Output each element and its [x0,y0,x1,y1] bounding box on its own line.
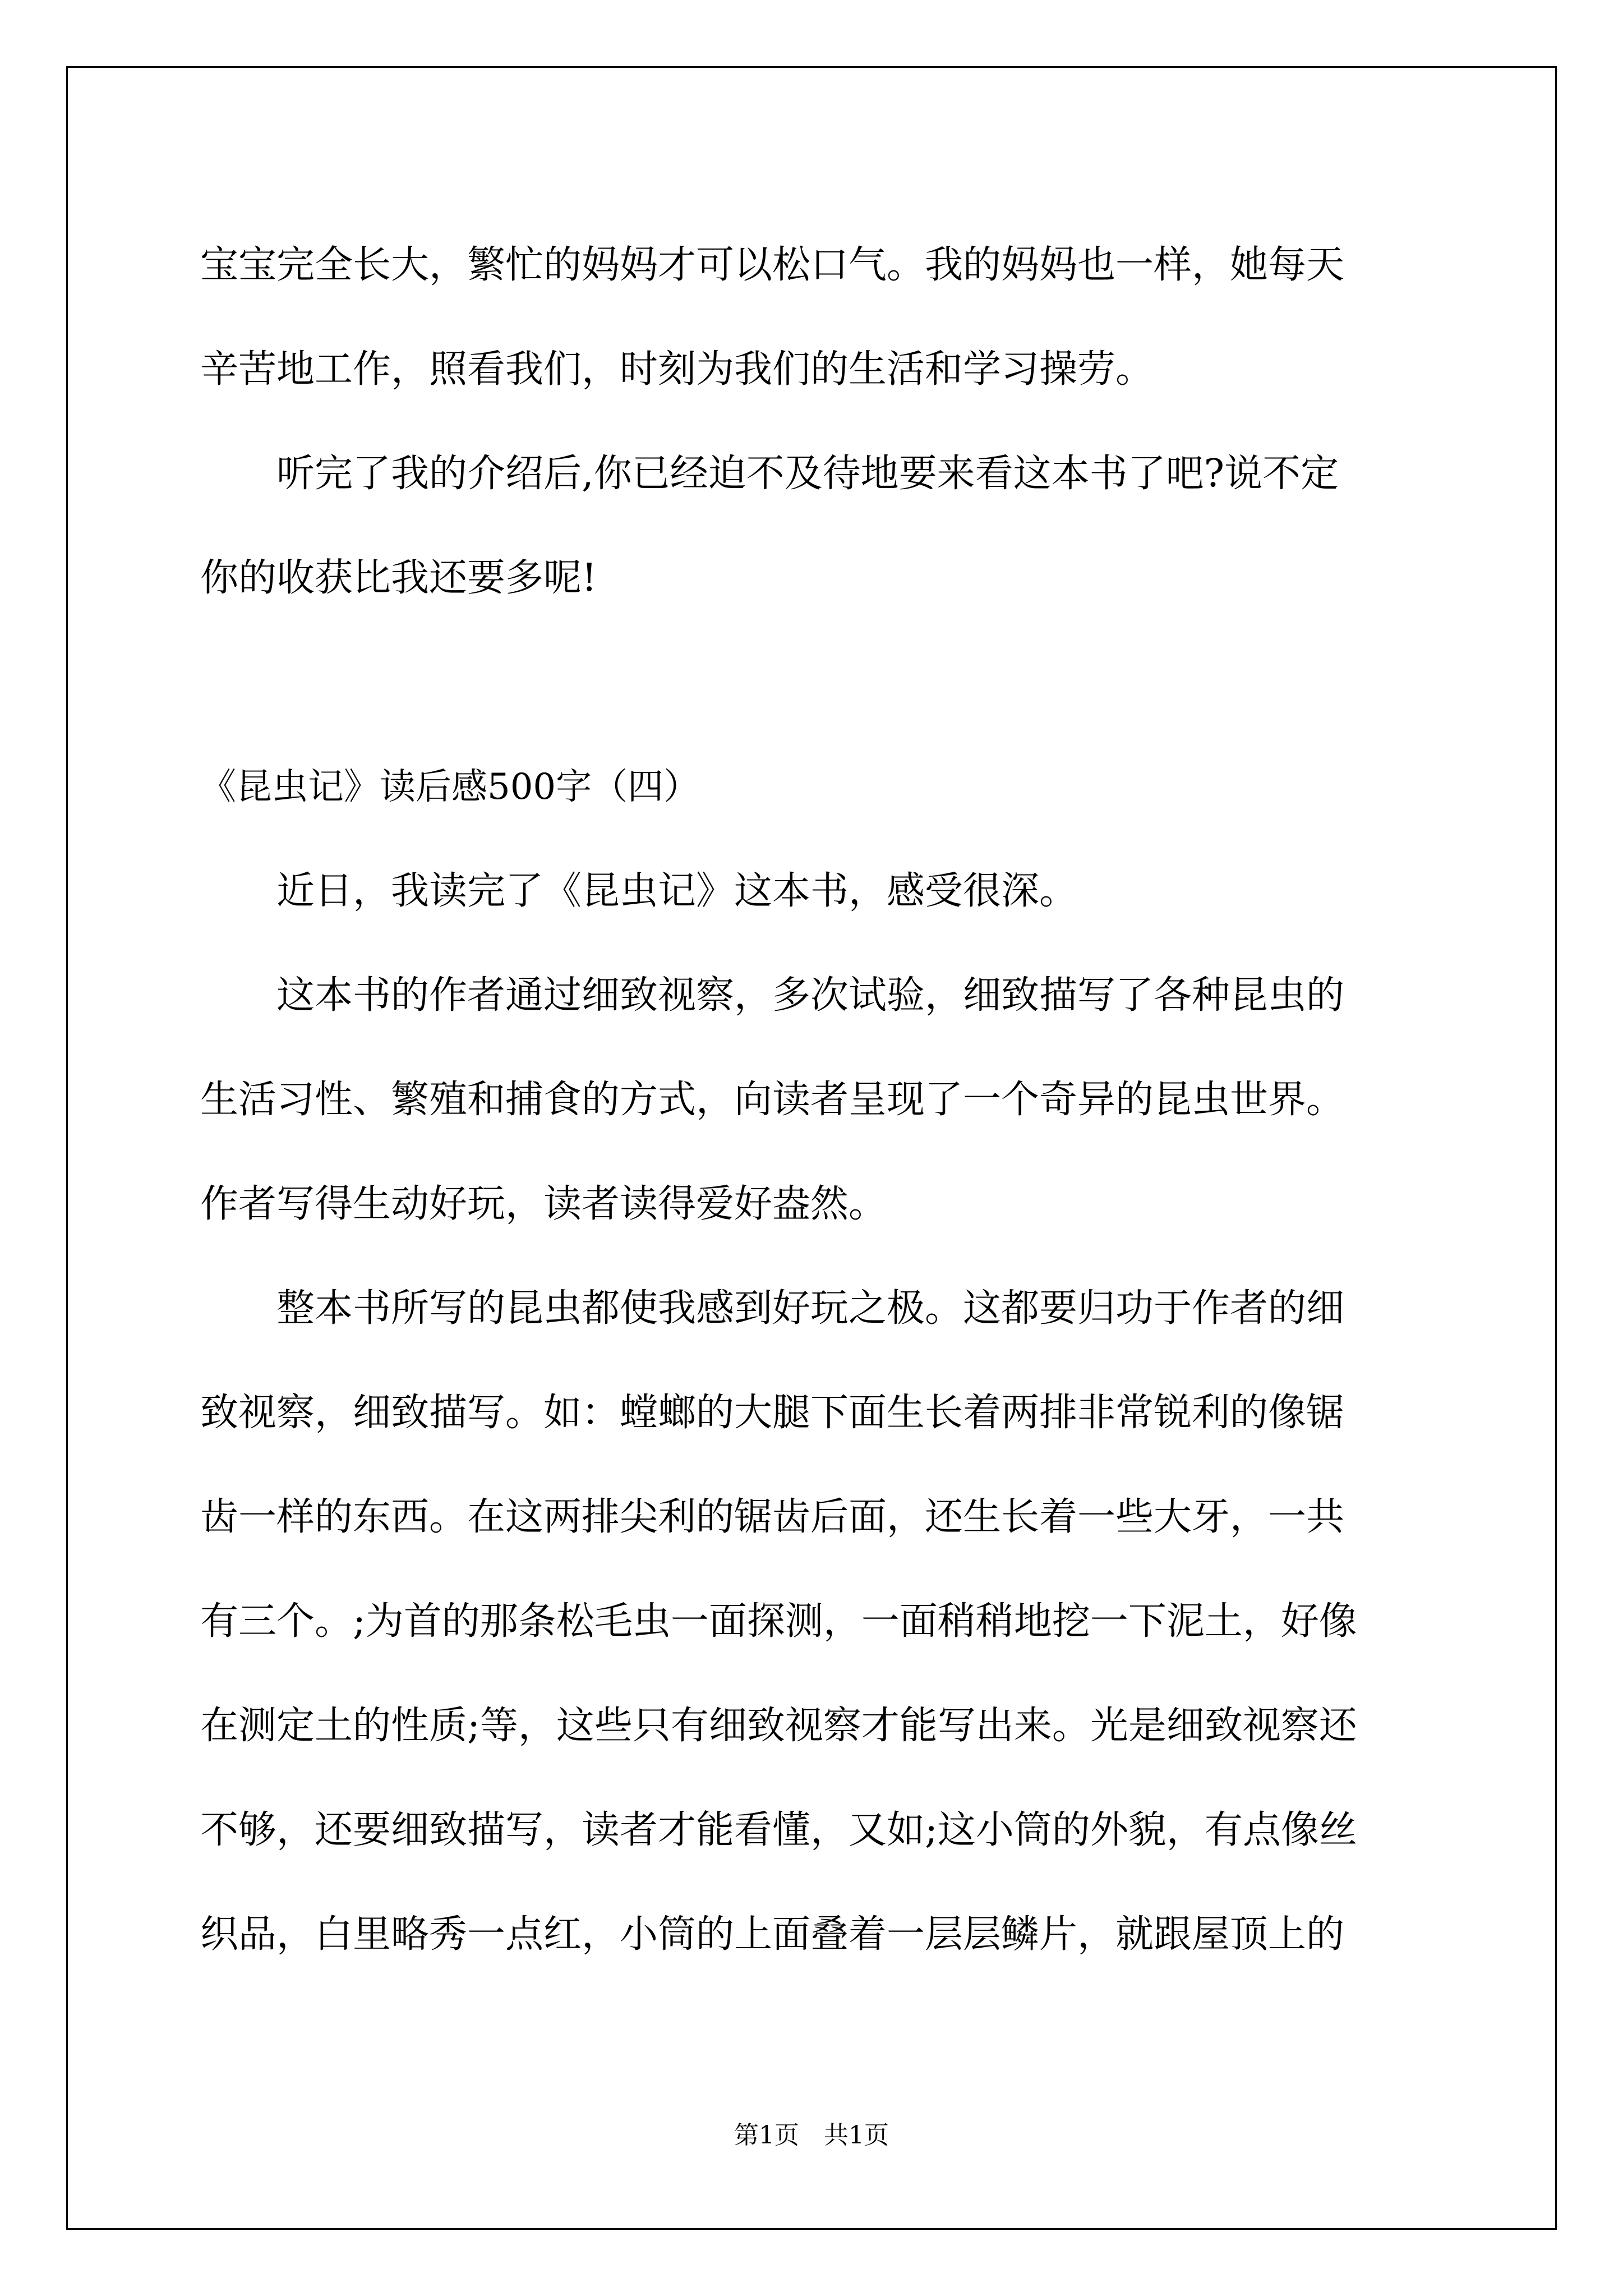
body-line: 织品，白里略秀一点红，小筒的上面叠着一层层鳞片，就跟屋顶上的 [200,1912,1345,1957]
body-line: 你的收获比我还要多呢! [200,556,597,600]
body-line: 整本书所写的昆虫都使我感到好玩之极。这都要归功于作者的细 [276,1286,1345,1331]
body-line: 作者写得生动好玩，读者读得爱好盎然。 [200,1182,887,1226]
section-heading: 《昆虫记》读后感500字（四） [200,766,700,808]
body-line: 这本书的作者通过细致视察，多次试验，细致描写了各种昆虫的 [276,973,1345,1018]
body-line: 齿一样的东西。在这两排尖利的锯齿后面，还生长着一些大牙，一共 [200,1495,1345,1539]
body-line: 在测定土的性质;等，这些只有细致视察才能写出来。光是细致视察还 [200,1704,1357,1748]
body-line: 近日，我读完了《昆虫记》这本书，感受很深。 [276,869,1078,913]
body-line: 宝宝完全长大，繁忙的妈妈才可以松口气。我的妈妈也一样，她每天 [200,243,1345,287]
body-line: 生活习性、繁殖和捕食的方式，向读者呈现了一个奇异的昆虫世界。 [200,1078,1345,1122]
body-line: 听完了我的介绍后,你已经迫不及待地要来看这本书了吧?说不定 [276,452,1339,496]
page-footer [0,2115,1623,2151]
body-line: 辛苦地工作，照看我们，时刻为我们的生活和学习操劳。 [200,347,1154,392]
body-line: 有三个。;为首的那条松毛虫一面探测，一面稍稍地挖一下泥土，好像 [200,1599,1357,1644]
body-line: 致视察，细致描写。如：螳螂的大腿下面生长着两排非常锐利的像锯 [200,1391,1345,1435]
page-number-label: 第1页 共1页 [734,2121,889,2150]
body-line: 不够，还要细致描写，读者才能看懂，又如;这小筒的外貌，有点像丝 [200,1808,1357,1852]
document-body [200,213,1423,1987]
